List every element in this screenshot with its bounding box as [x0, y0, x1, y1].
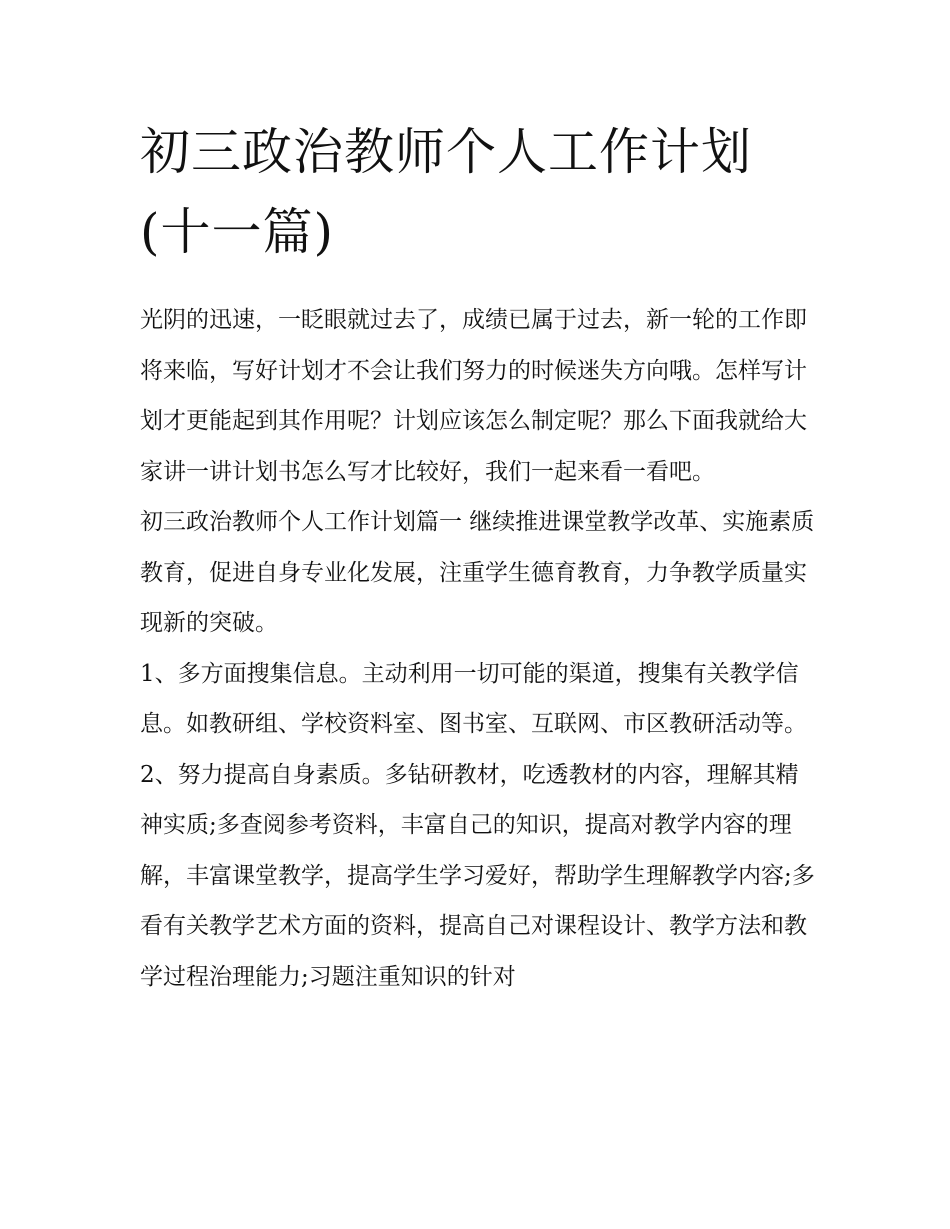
section-one-paragraph: 初三政治教师个人工作计划篇一 继续推进课堂教学改革、实施素质教育，促进自身专业化发展，注重学生德育教育，力争教学质量实现新的突破。 — [140, 509, 815, 636]
list-item-1: 1、多方面搜集信息。主动利用一切可能的渠道，搜集有关教学信息。如教研组、学校资料室、图书室、互联网、市区教研活动等。 — [140, 660, 807, 737]
list-item-2: 2、努力提高自身素质。多钻研教材，吃透教材的内容，理解其精神实质;多查阅参考资料，丰富自己的知识，提高对教学内容的理解，丰富课堂教学，提高学生学习爱好，帮助学生理解教学内容;多看有关教学艺术方面的资料，提高自己对课程设计、教学方法和教学过程治理能力;习题注重知识的针对 — [140, 761, 815, 990]
document-title: 初三政治教师个人工作计划(十一篇) — [140, 123, 752, 261]
document-body — [140, 112, 815, 1002]
intro-paragraph: 光阴的迅速，一眨眼就过去了，成绩已属于过去，新一轮的工作即将来临，写好计划才不会让我们努力的时候迷失方向哦。怎样写计划才更能起到其作用呢？计划应该怎么制定呢？那么下面我就给大家讲一讲计划书怎么写才比较好，我们一起来看一看吧。 — [140, 307, 807, 485]
